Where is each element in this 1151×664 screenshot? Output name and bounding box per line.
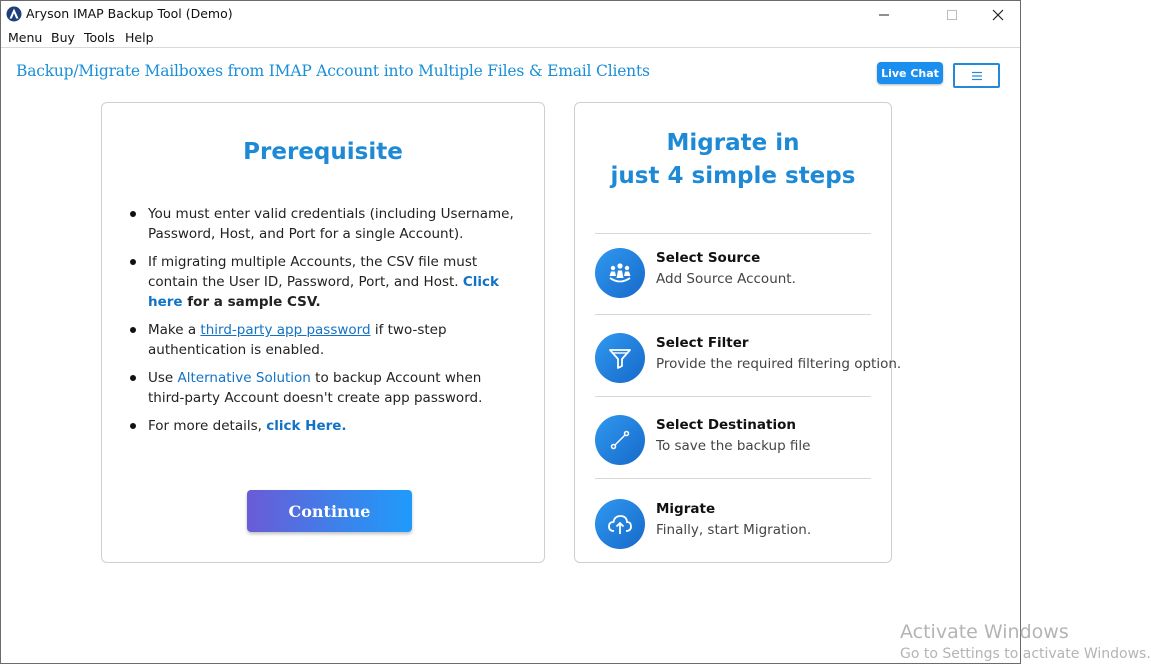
sample-csv-link[interactable]: Click here [148, 274, 500, 310]
prerequisite-item [130, 416, 520, 436]
prerequisite-text: If migrating multiple Accounts, the CSV file must contain the User ID, Password, Port, and Host. [148, 254, 478, 290]
step-description: Provide the required filtering option. [656, 356, 902, 372]
hamburger-icon [971, 71, 983, 81]
prerequisite-text: to backup Account when third-party Account doesn't create app password. [148, 370, 483, 406]
prerequisite-text: You must enter valid credentials (including Username, Password, Host, and Port for a single Account). [148, 206, 514, 242]
more-details-link[interactable]: click Here. [266, 418, 347, 434]
prerequisite-item [130, 320, 520, 360]
header-title: Backup/Migrate Mailboxes from IMAP Account into Multiple Files & Email Clients [16, 62, 650, 80]
bullet-dot [130, 375, 136, 381]
prerequisite-text: Use [148, 370, 178, 386]
prerequisite-card [101, 102, 545, 563]
step-title: Select Destination [656, 417, 796, 433]
divider [595, 478, 871, 479]
window-title: Aryson IMAP Backup Tool (Demo) [26, 6, 233, 21]
step-migrate [595, 497, 885, 551]
cloud-upload-icon [595, 499, 645, 549]
activation-watermark-subtitle: Go to Settings to activate Windows. [900, 646, 1151, 662]
menu-item-help[interactable]: Help [125, 30, 154, 45]
steps-title-line2: just 4 simple steps [610, 163, 856, 189]
maximize-button[interactable] [929, 1, 975, 28]
maximize-icon [946, 9, 958, 21]
prerequisite-text: Make a [148, 322, 201, 338]
prerequisite-list [130, 204, 520, 444]
activation-watermark-title: Activate Windows [900, 621, 1069, 643]
hamburger-menu-button[interactable] [953, 63, 1000, 88]
minimize-button[interactable] [861, 1, 907, 28]
prerequisite-item [130, 368, 520, 408]
bullet-dot [130, 327, 136, 333]
app-password-link[interactable]: third-party app password [200, 322, 371, 338]
steps-card [574, 102, 902, 563]
step-select-destination [595, 413, 885, 467]
menu-item-buy[interactable]: Buy [51, 30, 75, 45]
live-chat-button[interactable]: Live Chat [877, 62, 943, 84]
prerequisite-item [130, 252, 520, 312]
users-icon [595, 248, 645, 298]
minimize-icon [878, 9, 890, 21]
bullet-dot [130, 211, 136, 217]
menu-item-menu[interactable]: Menu [8, 30, 43, 45]
prerequisite-text: if two-step authentication is enabled. [148, 322, 447, 358]
menu-bar [1, 28, 1020, 48]
route-icon [595, 415, 645, 465]
step-select-filter [595, 331, 902, 385]
prerequisite-text: For more details, [148, 418, 267, 434]
continue-button[interactable]: Continue [247, 490, 412, 532]
step-description: To save the backup file [656, 438, 811, 454]
close-button[interactable] [975, 1, 1021, 28]
divider [595, 314, 871, 315]
prerequisite-text: for a sample CSV. [182, 294, 321, 310]
step-description: Add Source Account. [656, 271, 796, 287]
alternative-solution-link[interactable]: Alternative Solution [177, 370, 311, 386]
app-logo-icon [6, 6, 22, 22]
step-select-source [595, 246, 885, 300]
step-description: Finally, start Migration. [656, 522, 812, 538]
divider [595, 233, 871, 234]
divider [595, 396, 871, 397]
steps-title [575, 127, 891, 193]
close-icon [992, 9, 1004, 21]
bullet-dot [130, 423, 136, 429]
menu-item-tools[interactable]: Tools [84, 30, 115, 45]
prerequisite-item [130, 204, 520, 244]
bullet-dot [130, 259, 136, 265]
step-title: Select Source [656, 250, 761, 266]
steps-title-line1: Migrate in [666, 130, 800, 156]
step-title: Migrate [656, 501, 716, 517]
step-title: Select Filter [656, 335, 749, 351]
filter-icon [595, 333, 645, 383]
title-bar [1, 1, 1020, 28]
prerequisite-title: Prerequisite [243, 139, 403, 165]
